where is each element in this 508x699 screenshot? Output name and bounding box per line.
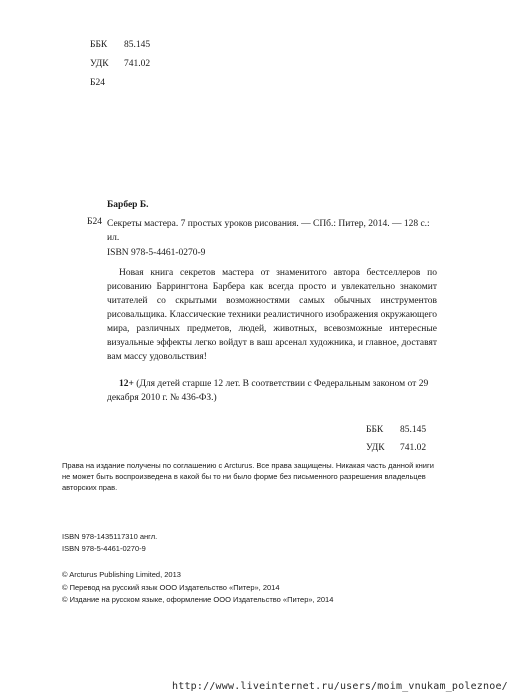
bibliography-author: Барбер Б. — [107, 200, 149, 210]
copyright-line: © Издание на русском языке, оформление ООО Издательство «Питер», 2014 — [62, 595, 334, 604]
isbn-original: ISBN 978-1435117310 англ. — [62, 532, 158, 541]
watermark-url: http://www.liveinternet.ru/users/moim_vnukam_poleznoe/ — [172, 681, 508, 692]
classification-code: УДК — [366, 443, 385, 453]
classification-value: 85.145 — [124, 40, 151, 50]
classification-code: ББК — [90, 40, 108, 50]
bibliography-author-mark: Б24 — [87, 217, 102, 227]
classification-row-bbk — [90, 36, 150, 55]
copyright-line: © Перевод на русский язык ООО Издательство «Питер», 2014 — [62, 582, 280, 592]
age-rating-text: (Для детей старше 12 лет. В соответствии с Федеральным законом от 29 декабря 2010 г. № 436-ФЗ.) — [107, 379, 429, 403]
age-rating-mark: 12+ — [119, 379, 134, 389]
age-rating-note — [107, 377, 437, 405]
copyright-line: © Arcturus Publishing Limited, 2013 — [62, 570, 181, 579]
classification-value: 741.02 — [400, 443, 427, 453]
classification-row-author-mark — [90, 74, 150, 93]
bibliography-isbn: ISBN 978-5-4461-0270-9 — [107, 248, 206, 258]
classification-code: ББК — [366, 425, 384, 435]
classification-code: УДК — [90, 59, 109, 69]
author-mark: Б24 — [90, 78, 105, 88]
classification-row-udk — [366, 439, 426, 457]
isbn-list — [62, 531, 157, 555]
copyright-list — [62, 569, 333, 607]
classification-row-bbk — [366, 421, 426, 439]
bottom-classification-block — [366, 421, 426, 457]
bibliography-title: Секреты мастера. 7 простых уроков рисования. — СПб.: Питер, 2014. — 128 с.: ил. — [107, 219, 430, 243]
bibliography-annotation: Новая книга секретов мастера от знаменитого автора бестселлеров по рисованию Баррингтона Барбера как всегда просто и увлекательно знакомит читателей со скрытыми возможностями самых обычных инструментов рисовальщика. Классические техники реалистичного изображения окружающего мира, различных предметов, людей, животных, всевозможные интересные визуальные эффекты легко войдут в ваш арсенал художника, и главное, доставят вам массу удовольствия! — [107, 268, 437, 362]
isbn-russian: ISBN 978-5-4461-0270-9 — [62, 544, 146, 553]
classification-value: 85.145 — [400, 425, 427, 435]
rights-notice: Права на издание получены по соглашению с Arcturus. Все права защищены. Никакая часть данной книги не может быть воспроизведена в какой бы то ни было форме без письменного разрешения владельцев авторских прав. — [62, 461, 434, 492]
classification-row-udk — [90, 55, 150, 74]
top-classification-block — [90, 36, 150, 93]
classification-value: 741.02 — [124, 59, 151, 69]
